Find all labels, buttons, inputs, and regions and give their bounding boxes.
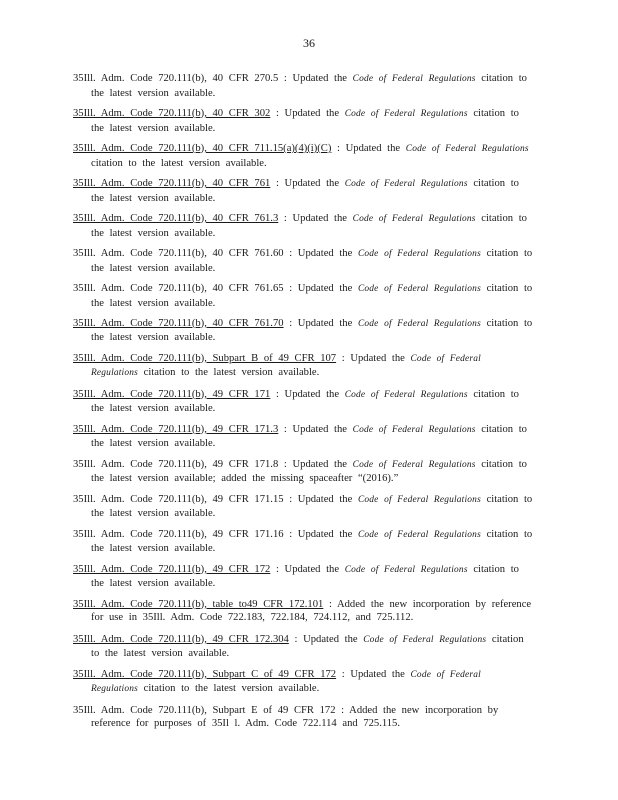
citation: 35Ill. Adm. Code 720.111(b), 49 CFR 171: [73, 388, 271, 400]
entry-italic-text: Code of Federal Regulations: [352, 74, 476, 84]
page-number: 36: [303, 36, 315, 50]
entry-text: : Updated the: [270, 107, 345, 119]
citation: 35Ill. Adm. Code 720.111(b), 40 CFR 761.60: [73, 247, 284, 259]
entry-italic-text: Code of Federal Regulations: [357, 529, 481, 540]
citation: 35Ill. Adm. Code 720.111(b), 49 CFR 171.3: [73, 423, 279, 435]
citation: 35Ill. Adm. Code 720.111(b), 49 CFR 171.8: [73, 458, 279, 470]
amendment-entry: [73, 563, 533, 591]
citation: 35Ill. Adm. Code 720.111(b), 40 CFR 711.15(a)(4)(i)(C): [73, 142, 332, 154]
citation: 35Ill. Adm. Code 720.111(b), Subpart C of 49 CFR 172: [73, 668, 337, 680]
amendment-entry: [73, 352, 533, 381]
entry-italic-text: Code of Federal Regulations: [344, 108, 468, 119]
entry-text: : Updated the: [336, 352, 411, 364]
entry-italic-text: Code of Federal Regulations: [344, 178, 468, 189]
entry-italic-text: Code of Federal Regulations: [344, 564, 468, 575]
entry-text: citation to the latest version available.: [91, 528, 533, 555]
citation: 35Ill. Adm. Code 720.111(b), Subpart B of 49 CFR 107: [73, 352, 337, 364]
entry-text: citation to the latest version available.: [91, 107, 519, 134]
citation: 35Ill. Adm. Code 720.111(b), 49 CFR 172.304: [73, 633, 289, 645]
citation: 35Ill. Adm. Code 720.111(b), Subpart E of 49 CFR 172: [73, 704, 336, 716]
citation: 35Ill. Adm. Code 720.111(b), 40 CFR 761.65: [73, 282, 284, 294]
citation: 35Ill. Adm. Code 720.111(b), 40 CFR 761: [73, 177, 271, 189]
citation: 35Ill. Adm. Code 720.111(b), 49 CFR 171.16: [73, 528, 284, 540]
entry-text: : Updated the: [278, 458, 353, 470]
entry-italic-text: Code of Federal Regulations: [91, 353, 481, 379]
amendment-entry: [73, 668, 533, 697]
amendment-entry: [73, 704, 533, 732]
entry-text: citation to the latest version available.: [91, 633, 524, 660]
entry-text: : Updated the: [278, 212, 353, 224]
citation: 35Ill. Adm. Code 720.111(b), 40 CFR 302: [73, 107, 271, 119]
entry-text: : Added the new incorporation by reference for use in 35Ill. Adm. Code 722.183, 722.184, 724.112, and 725.112.: [91, 598, 532, 624]
entry-text: citation to the latest version available.: [91, 563, 519, 590]
entry-text: : Updated the: [278, 73, 353, 84]
citation: 35Ill. Adm. Code 720.111(b), 40 CFR 270.5: [73, 73, 279, 84]
entry-italic-text: Code of Federal Regulations: [357, 248, 481, 259]
entry-text: : Updated the: [283, 528, 358, 540]
entry-text: : Updated the: [278, 423, 353, 435]
entry-text: : Updated the: [336, 668, 411, 680]
entry-text: citation to the latest version available.: [91, 212, 527, 239]
entry-text: : Added the new incorporation by reference for purposes of 35Il l. Adm. Code 722.114 and 725.115.: [91, 704, 499, 730]
amendment-entry: [73, 598, 533, 626]
entry-text: citation to the latest version available.: [91, 317, 533, 344]
amendment-entry: [73, 107, 533, 135]
entry-text: : Updated the: [331, 142, 406, 154]
entry-italic-text: Code of Federal Regulations: [352, 213, 476, 224]
citation: 35Ill. Adm. Code 720.111(b), 40 CFR 761.3: [73, 212, 279, 224]
entry-text: citation to the latest version available.: [138, 367, 320, 379]
entry-italic-text: Code of Federal Regulations: [405, 143, 529, 154]
entry-italic-text: Code of Federal Regulations: [352, 424, 476, 435]
entry-text: : Updated the: [283, 317, 358, 329]
amendment-entry: [73, 423, 533, 451]
entry-text: citation to the latest version available.: [91, 282, 533, 309]
amendment-list: [73, 72, 533, 739]
amendment-entry: [73, 247, 533, 275]
entry-text: citation to the latest version available.: [91, 157, 267, 169]
entry-text: : Updated the: [270, 388, 345, 400]
entry-italic-text: Code of Federal Regulations: [357, 283, 481, 294]
entry-text: citation to the latest version available.: [91, 177, 519, 204]
entry-text: : Updated the: [283, 282, 358, 294]
entry-text: citation to the latest version available; added the missing spaceafter “(2016).”: [91, 458, 527, 485]
entry-text: : Updated the: [283, 247, 358, 259]
amendment-entry: [73, 633, 533, 661]
entry-text: : Updated the: [288, 633, 364, 645]
entry-text: : Updated the: [270, 563, 345, 575]
entry-text: : Updated the: [270, 177, 345, 189]
entry-text: citation to the latest version available.: [91, 423, 527, 450]
entry-text: citation to the latest version available.: [91, 247, 533, 274]
entry-text: citation to the latest version available.: [91, 493, 533, 520]
citation: 35Ill. Adm. Code 720.111(b), 49 CFR 171.15: [73, 493, 284, 505]
amendment-entry: [73, 282, 533, 310]
amendment-entry: [73, 212, 533, 240]
amendment-entry: [73, 493, 533, 521]
entry-italic-text: Code of Federal Regulations: [357, 318, 481, 329]
entry-italic-text: Code of Federal Regulations: [352, 459, 476, 470]
entry-text: citation to the latest version available.: [91, 388, 519, 415]
citation: 35Ill. Adm. Code 720.111(b), 49 CFR 172: [73, 563, 271, 575]
amendment-entry: [73, 528, 533, 556]
amendment-entry: [73, 458, 533, 486]
amendment-entry: [73, 388, 533, 416]
citation: 35Ill. Adm. Code 720.111(b), 40 CFR 761.70: [73, 317, 284, 329]
citation: 35Ill. Adm. Code 720.111(b), table to49 CFR 172.101: [73, 598, 324, 610]
amendment-entry: [73, 317, 533, 345]
entry-italic-text: Code of Federal Regulations: [363, 634, 487, 645]
amendment-entry: [73, 177, 533, 205]
entry-italic-text: Code of Federal Regulations: [357, 494, 481, 505]
entry-italic-text: Code of Federal Regulations: [91, 669, 481, 695]
amendment-entry: [73, 142, 533, 170]
entry-text: citation to the latest version available.: [138, 683, 320, 695]
entry-italic-text: Code of Federal Regulations: [344, 389, 468, 400]
entry-text: : Updated the: [283, 493, 358, 505]
amendment-entry: [73, 72, 533, 100]
entry-text: citation to the latest version available.: [91, 73, 527, 99]
